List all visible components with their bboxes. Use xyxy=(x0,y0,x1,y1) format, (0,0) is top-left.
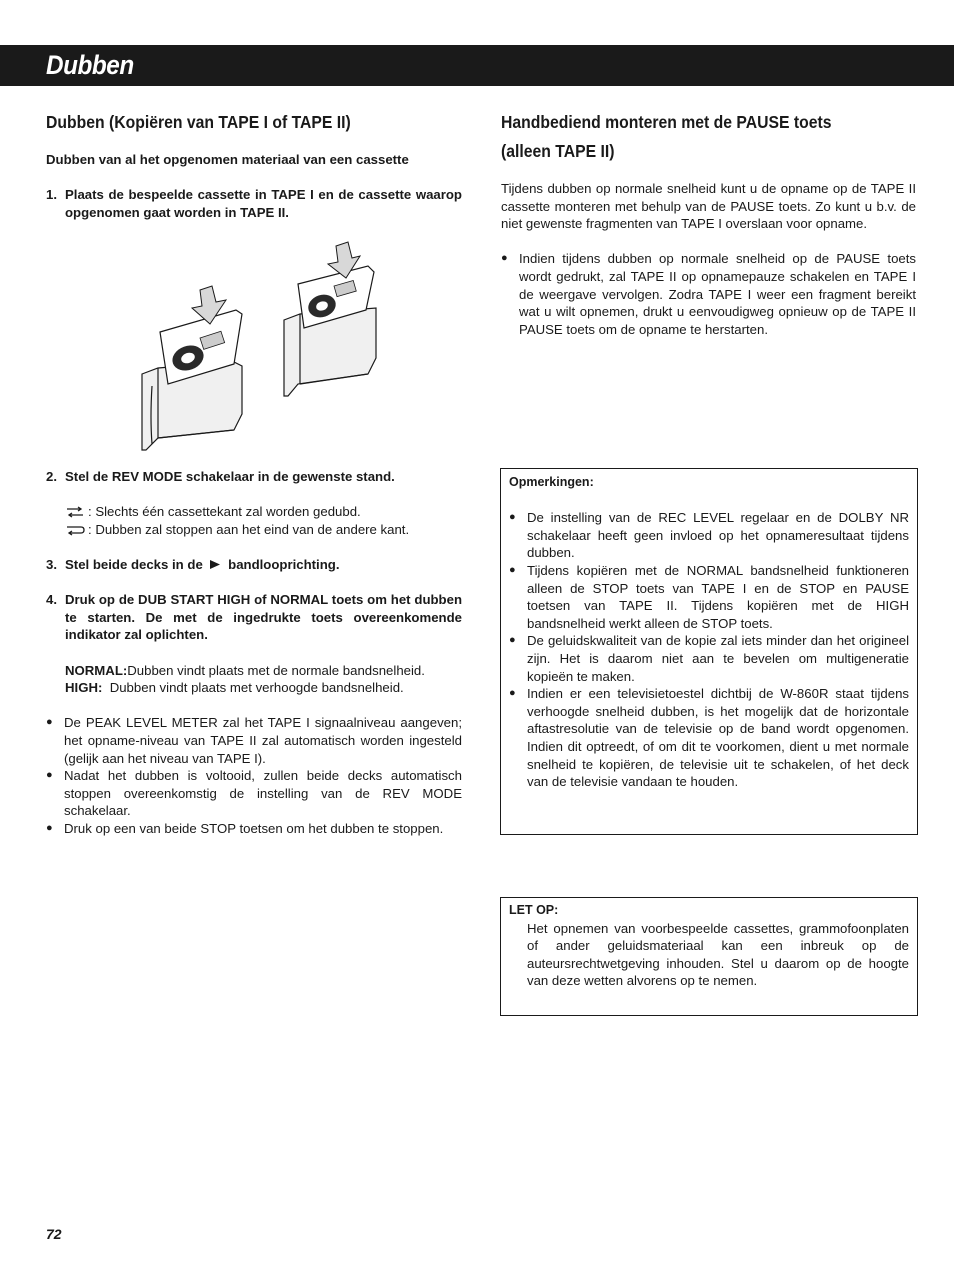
rev-mode-both-sides-text: : Dubben zal stoppen aan het eind van de andere kant. xyxy=(88,521,410,537)
page-number: 72 xyxy=(46,1226,62,1242)
list-item xyxy=(509,685,909,791)
cassette-insertion-illustration xyxy=(138,238,378,452)
speed-high-label: HIGH: xyxy=(65,680,103,696)
list-item xyxy=(509,509,909,562)
subheading-copy-all: Dubben van al het opgenomen materiaal van een cassette xyxy=(46,152,409,167)
speed-normal xyxy=(46,662,462,680)
bullet-text: Nadat het dubben is voltooid, zullen beide decks automatisch stoppen overeenkomstig de instelling van de REV MODE schakelaar. xyxy=(64,768,462,819)
bullet-text: Druk op een van beide STOP toetsen om het dubben te stoppen. xyxy=(64,820,444,836)
bullet-text: De PEAK LEVEL METER zal het TAPE I signaalniveau aangeven; het opname-niveau van TAPE II zal automatisch worden ingesteld (gelijk aan het niveau van TAPE I). xyxy=(64,715,462,766)
list-item xyxy=(46,820,462,838)
note-text: Tijdens kopiëren met de NORMAL bandsnelheid funktioneren alleen de STOP toets van TAPE I en de STOP en PAUSE toetsen van TAPE II. Tijdens kopiëren met de HIGH bandsnelheid werkt alleen de STOP toets. xyxy=(527,562,909,631)
speed-normal-text: Dubben vindt plaats met de normale bandsnelheid. xyxy=(127,662,425,678)
step-3 xyxy=(46,556,462,574)
step-3-text-after: bandlooprichting. xyxy=(228,556,340,572)
tape-2-deck-drawing xyxy=(284,308,376,396)
step-number: 3. xyxy=(46,556,57,572)
step-text: Stel de REV MODE schakelaar in de gewenste stand. xyxy=(65,469,395,484)
step-1 xyxy=(46,186,462,221)
note-text: De instelling van de REC LEVEL regelaar en de DOLBY NR schakelaar heeft geen invloed op het opnameresultaat tijdens dubben. xyxy=(527,510,909,561)
both-sides-reverse-icon xyxy=(65,524,85,536)
bullet-icon: ● xyxy=(46,821,53,834)
step-text xyxy=(65,556,462,574)
bullet-text: Indien tijdens dubben op normale snelheid op de PAUSE toets wordt gedrukt, zal TAPE II op opnamepauze schakelen en TAPE I de weergave vervolgen. Zodra TAPE I weer een fragment bereikt wat u wilt opnemen, drukt u eenvoudigweg opnieuw op de TAPE II PAUSE toets om de opname te herstarten. xyxy=(519,251,916,337)
list-item xyxy=(46,714,462,767)
bullet-icon: ● xyxy=(509,511,516,524)
section-heading-pause-line2: (alleen TAPE II) xyxy=(501,141,615,161)
page-title: Dubben xyxy=(46,50,134,80)
one-side-reverse-icon xyxy=(65,506,85,518)
step-4 xyxy=(46,591,462,644)
right-heading xyxy=(501,108,916,166)
speed-normal-label: NORMAL: xyxy=(65,662,128,678)
speed-high xyxy=(46,679,462,697)
bullet-icon: ● xyxy=(501,252,508,265)
caution-box xyxy=(500,897,918,1016)
note-text: Indien er een televisietoestel dichtbij de W-860R staat tijdens verhoogde snelheid dubben, is het mogelijk dat de horizontale aftastresolutie van de televisie op de band wordt opgenomen. Indien dit optreedt, of om dit te voorkomen, dient u met normale snelheid te kopiëren, de televisie uit te schakelen, of het deck van de televisie vandaan te houden. xyxy=(527,686,909,790)
section-heading-dubben: Dubben (Kopiëren van TAPE I of TAPE II) xyxy=(46,112,351,132)
rev-mode-both-sides xyxy=(46,521,462,539)
play-forward-icon xyxy=(208,559,222,570)
rev-mode-one-side-text: : Slechts één cassettekant zal worden gedubd. xyxy=(88,504,361,520)
bullet-icon: ● xyxy=(46,769,53,782)
step-text: Druk op de DUB START HIGH of NORMAL toets om het dubben te starten. De met de ingedrukte toets overeenkomende indikator zal oplichten. xyxy=(65,592,462,643)
list-item xyxy=(501,250,916,338)
notes-box xyxy=(500,468,918,835)
bullet-icon: ● xyxy=(46,716,53,729)
caution-title: LET OP: xyxy=(509,903,559,917)
step-number: 2. xyxy=(46,469,57,484)
left-steps-bottom xyxy=(46,468,462,837)
right-body xyxy=(501,180,916,338)
step-number: 1. xyxy=(46,187,57,203)
rev-mode-one-side xyxy=(46,503,462,521)
bullet-icon: ● xyxy=(509,563,516,576)
step-number: 4. xyxy=(46,592,57,608)
bullet-icon: ● xyxy=(509,687,516,700)
pause-intro: Tijdens dubben op normale snelheid kunt u de opname op de TAPE II cassette monteren met behulp van de PAUSE toets. Zo kunt u b.v. de niet gewenste fragmenten van TAPE I overslaan voor opname. xyxy=(501,181,916,232)
left-steps-top xyxy=(46,151,462,221)
caution-text: Het opnemen van voorbespeelde cassettes, grammofoonplaten of ander geluidsmateriaal kan een inbreuk op de auteursrechtwetgeving inhouden. Stel u daarom op de hoogte van deze wetten alvorens op te nemen. xyxy=(527,920,909,989)
step-2 xyxy=(46,468,462,486)
speed-high-text: Dubben vindt plaats met verhoogde bandsnelheid. xyxy=(102,680,404,696)
step-3-text-before: Stel beide decks in de xyxy=(65,556,203,572)
title-bar xyxy=(0,45,954,86)
list-item xyxy=(509,632,909,685)
section-heading-pause-line1: Handbediend monteren met de PAUSE toets xyxy=(501,112,832,132)
left-column xyxy=(46,108,462,137)
note-text: De geluidskwaliteit van de kopie zal iets minder dan het origineel zijn. Het is daarom niet aan te bevelen om multigeneratie kopieën te maken. xyxy=(527,633,909,684)
list-item xyxy=(46,767,462,820)
notes-title: Opmerkingen: xyxy=(509,475,594,489)
list-item xyxy=(509,562,909,632)
bullet-icon: ● xyxy=(509,634,516,647)
step-text: Plaats de bespeelde cassette in TAPE I en de cassette waarop opgenomen gaat worden in TAPE II. xyxy=(65,187,462,220)
